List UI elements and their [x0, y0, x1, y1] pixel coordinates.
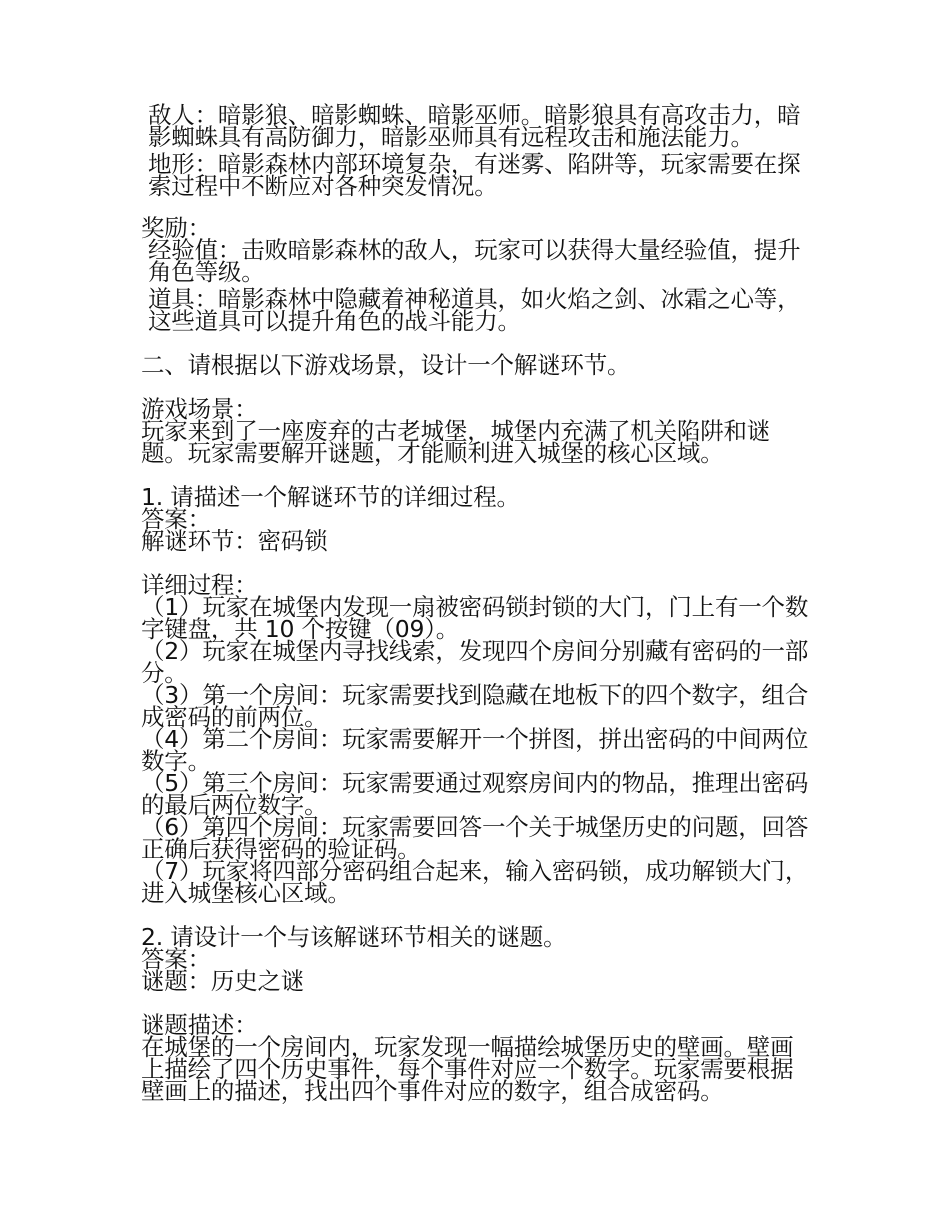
question-2: 2. 请设计一个与该解谜环节相关的谜题。 — [141, 923, 567, 951]
step-6: （6）第四个房间：玩家需要回答一个关于城堡历史的问题，回答正确后获得密码的验证码。 — [141, 813, 809, 863]
scene-heading: 游戏场景： — [141, 395, 258, 423]
step-3: （3）第一个房间：玩家需要找到隐藏在地板下的四个数字，组合成密码的前两位。 — [141, 681, 809, 731]
section-2-heading: 二、请根据以下游戏场景，设计一个解谜环节。 — [141, 351, 631, 379]
reward-items-paragraph: 道具：暗影森林中隐藏着神秘道具，如火焰之剑、冰霜之心等，这些道具可以提升角色的战斗能力。 — [148, 285, 801, 335]
detail-heading: 详细过程： — [141, 571, 258, 599]
answer-label-1: 答案： — [141, 505, 211, 533]
answer-label-2: 答案： — [141, 945, 211, 973]
step-1: （1）玩家在城堡内发现一扇被密码锁封锁的大门，门上有一个数字键盘，共 10 个按键（09）。 — [141, 593, 809, 643]
document-page — [141, 101, 816, 1105]
step-4: （4）第二个房间：玩家需要解开一个拼图，拼出密码的中间两位数字。 — [141, 725, 809, 775]
scene-paragraph: 玩家来到了一座废弃的古老城堡，城堡内充满了机关陷阱和谜题。玩家需要解开谜题，才能顺利进入城堡的核心区域。 — [141, 417, 771, 467]
riddle-description: 在城堡的一个房间内，玩家发现一幅描绘城堡历史的壁画。壁画上描绘了四个历史事件，每个事件对应一个数字。玩家需要根据壁画上的描述，找出四个事件对应的数字，组合成密码。 — [141, 1033, 794, 1105]
terrain-paragraph: 地形：暗影森林内部环境复杂，有迷雾、陷阱等，玩家需要在探索过程中不断应对各种突发情况。 — [148, 150, 801, 200]
step-7: （7）玩家将四部分密码组合起来，输入密码锁，成功解锁大门，进入城堡核心区域。 — [141, 857, 809, 907]
puzzle-stage: 解谜环节：密码锁 — [141, 527, 328, 555]
enemies-paragraph: 敌人：暗影狼、暗影蜘蛛、暗影巫师。暗影狼具有高攻击力，暗影蜘蛛具有高防御力，暗影巫师具有远程攻击和施法能力。 — [148, 101, 801, 151]
reward-heading: 奖励： — [141, 214, 211, 242]
step-5: （5）第三个房间：玩家需要通过观察房间内的物品，推理出密码的最后两位数字。 — [141, 769, 809, 819]
riddle-name: 谜题：历史之谜 — [141, 967, 305, 995]
question-1: 1. 请描述一个解谜环节的详细过程。 — [141, 483, 520, 511]
riddle-description-heading: 谜题描述： — [141, 1011, 258, 1039]
reward-exp-paragraph: 经验值：击败暗影森林的敌人，玩家可以获得大量经验值，提升角色等级。 — [148, 236, 801, 286]
step-2: （2）玩家在城堡内寻找线索，发现四个房间分别藏有密码的一部分。 — [141, 637, 809, 687]
